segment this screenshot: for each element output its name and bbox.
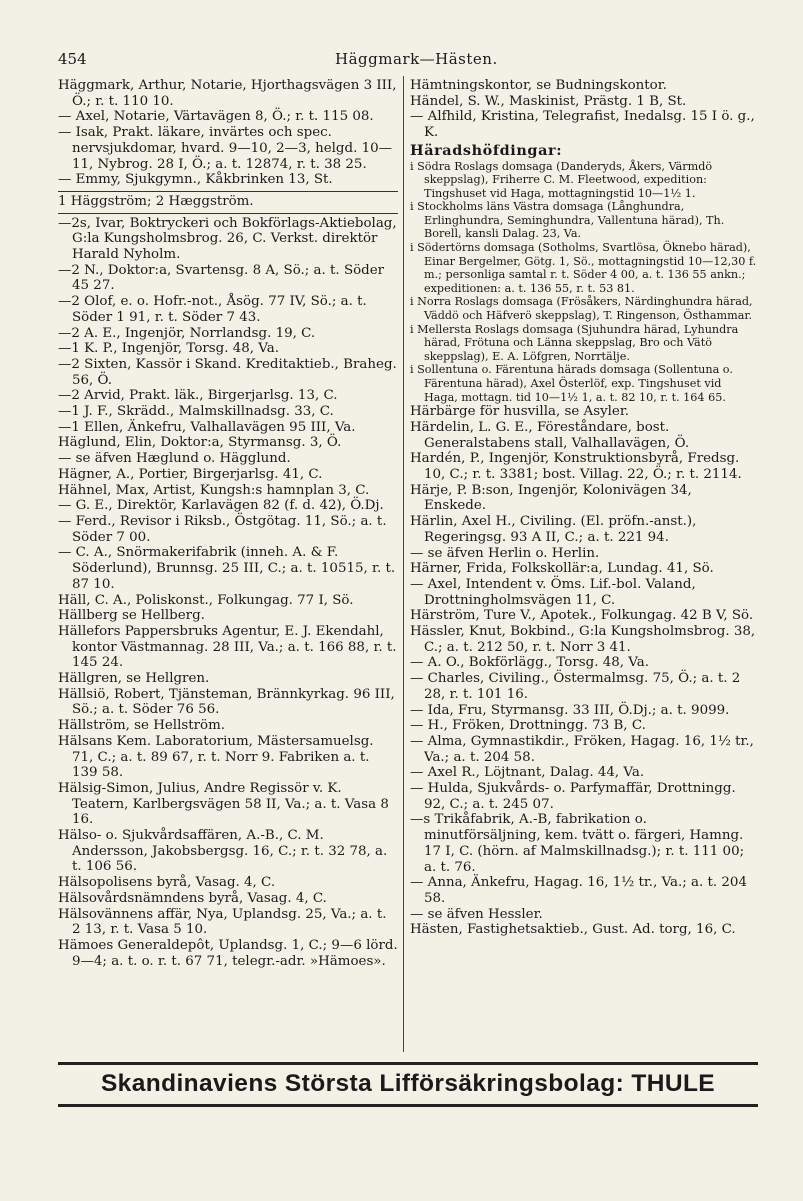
- directory-entry: Härström, Ture V., Apotek., Folkungag. 42 B V, Sö.: [410, 608, 754, 624]
- ad-top-rule: [58, 1062, 758, 1065]
- directory-entry: —s Trikåfabrik, A.-B, fabrikation o. minutförsäljning, kem. tvätt o. färgeri, Hamng. 17 I, C. (hörn. af Malmskillnadsg.); r. t. 111 00; a. t. 76.: [410, 812, 745, 875]
- directory-entry: — se äfven Herlin o. Herlin.: [410, 545, 600, 561]
- left-column: [58, 78, 398, 969]
- directory-entry: — Axel, Intendent v. Öms. Lif.-bol. Valand, Drottningholmsvägen 11, C.: [410, 576, 696, 608]
- directory-entry: i Södertörns domsaga (Sotholms, Svartlösa, Öknebo härad), Einar Bergelmer, Götg. 1, Sö., mottagningstid 10—12,30 f. m.; personliga samtal r. t. Söder 4 00, a. t. 136 55 ankn.; expeditionen: a. t. 136 55, r. t. 53 81.: [410, 241, 757, 295]
- directory-entry: Hälsovårdsnämndens byrå, Vasag. 4, C.: [58, 890, 327, 906]
- directory-entry: i Norra Roslags domsaga (Frösåkers, Närdinghundra härad, Väddö och Häfverö skeppslag), T. Ringenson, Östhammar.: [410, 295, 753, 323]
- directory-entry: — Axel, Notarie, Värtavägen 8, Ö.; r. t. 115 08.: [58, 109, 374, 125]
- directory-entry: 1 Häggström; 2 Hæggström.: [58, 193, 254, 209]
- section-heading: Häradshöfdingar:: [410, 141, 563, 159]
- directory-entry: Hähnel, Max, Artist, Kungsh:s hamnplan 3, C.: [58, 482, 370, 498]
- directory-entry: — Ferd., Revisor i Riksb., Östgötag. 11, Sö.; a. t. Söder 7 00.: [58, 513, 387, 545]
- directory-entry: i Stockholms läns Västra domsaga (Långhundra, Erlinghundra, Seminghundra, Vallentuna härad), Th. Borell, kansli Dalag. 23, Va.: [410, 200, 725, 241]
- directory-entry: — Isak, Prakt. läkare, invärtes och spec. nervsjukdomar, hvard. 9—10, 2—3, helgd. 10—11, Nybrog. 28 I, Ö.; a. t. 12874, r. t. 38 25.: [58, 125, 393, 172]
- directory-entry: i Sollentuna o. Färentuna härads domsaga (Sollentuna o. Färentuna härad), Axel Österlöf, exp. Tingshuset vid Haga, mottagn. tid 10—1½ 1, a. t. 82 10, r. t. 164 65.: [410, 363, 733, 404]
- directory-entry: Härje, P. B:son, Ingenjör, Kolonivägen 34, Enskede.: [410, 482, 692, 514]
- directory-entry: — Charles, Civiling., Östermalmsg. 75, Ö.; a. t. 2 28, r. t. 101 16.: [410, 671, 741, 702]
- directory-entry: Hällsiö, Robert, Tjänsteman, Brännkyrkag. 96 III, Sö.; a. t. Söder 76 56.: [58, 686, 395, 718]
- directory-entry: — H., Fröken, Drottningg. 73 B, C.: [410, 718, 646, 734]
- advertisement-banner: Skandinaviens Största Lifförsäkringsbolag: THULE: [100, 1070, 716, 1097]
- directory-entry: — Hulda, Sjukvårds- o. Parfymaffär, Drottningg. 92, C.; a. t. 245 07.: [410, 781, 736, 812]
- directory-entry: Hälso- o. Sjukvårdsaffären, A.-B., C. M. Andersson, Jakobsbergsg. 16, C.; r. t. 32 78, a. t. 106 56.: [58, 828, 388, 875]
- directory-entry: —2 Arvid, Prakt. läk., Birgerjarlsg. 13, C.: [58, 388, 338, 404]
- directory-entry: —2 Olof, e. o. Hofr.-not., Åsög. 77 IV, Sö.; a. t. Söder 1 91, r. t. Söder 7 43.: [58, 294, 367, 325]
- section-rule: [58, 191, 398, 192]
- directory-entry: — Anna, Änkefru, Hagag. 16, 1½ tr., Va.; a. t. 204 58.: [410, 875, 747, 906]
- directory-entry: Hälsovännens affär, Nya, Uplandsg. 25, Va.; a. t. 2 13, r. t. Vasa 5 10.: [58, 906, 387, 938]
- directory-entry: Hälsopolisens byrå, Vasag. 4, C.: [58, 875, 276, 891]
- directory-entry: Hämtningskontor, se Budningskontor.: [410, 78, 667, 93]
- ad-bottom-rule: [58, 1104, 758, 1107]
- directory-entry: Hästen, Fastighetsaktieb., Gust. Ad. torg, 16, C.: [410, 922, 736, 938]
- right-column: [410, 78, 758, 938]
- directory-entry: — Axel R., Löjtnant, Dalag. 44, Va.: [410, 765, 645, 781]
- directory-entry: Häll, C. A., Poliskonst., Folkungag. 77 I, Sö.: [58, 592, 354, 608]
- directory-entry: Härner, Frida, Folkskollär:a, Lundag. 41, Sö.: [410, 561, 714, 577]
- directory-entry: Hässler, Knut, Bokbind., G:la Kungsholmsbrog. 38, C.; a. t. 212 50, r. t. Norr 3 41.: [410, 624, 756, 655]
- directory-entry: Hägner, A., Portier, Birgerjarlsg. 41, C.: [58, 466, 323, 482]
- directory-entry: Härdelin, L. G. E., Föreståndare, bost. Generalstabens stall, Valhallavägen, Ö.: [410, 419, 690, 451]
- directory-entry: i Södra Roslags domsaga (Danderyds, Åkers, Värmdö skeppslag), Friherre C. M. Fleetwood, expedition: Tingshuset vid Haga, mottagningstid 10—1½ 1.: [410, 159, 713, 200]
- directory-entry: —2 N., Doktor:a, Svartensg. 8 A, Sö.; a. t. Söder 45 27.: [58, 262, 385, 294]
- directory-entry: Hällström, se Hellström.: [58, 718, 226, 734]
- page-number: 454: [58, 50, 87, 68]
- directory-entry: Hällberg se Hellberg.: [58, 608, 205, 624]
- directory-entry: Häglund, Elin, Doktor:a, Styrmansg. 3, Ö.: [58, 435, 342, 451]
- directory-entry: —1 Ellen, Änkefru, Valhallavägen 95 III, Va.: [58, 419, 356, 435]
- directory-entry: Häggmark, Arthur, Notarie, Hjorthagsvägen 3 III, Ö.; r. t. 110 10.: [58, 78, 397, 109]
- directory-entry: — Alma, Gymnastikdir., Fröken, Hagag. 16, 1½ tr., Va.; a. t. 204 58.: [410, 733, 754, 765]
- directory-entry: Händel, S. W., Maskinist, Prästg. 1 B, St.: [410, 93, 687, 109]
- running-head: Häggmark—Hästen.: [335, 50, 498, 68]
- directory-entry: Härbärge för husvilla, se Asyler.: [410, 404, 630, 420]
- directory-entry: —1 K. P., Ingenjör, Torsg. 48, Va.: [58, 341, 279, 357]
- directory-entry: —2 Sixten, Kassör i Skand. Kreditaktieb., Braheg. 56, Ö.: [58, 356, 397, 388]
- directory-entry: —1 J. F., Skrädd., Malmskillnadsg. 33, C.: [58, 404, 334, 420]
- directory-entry: — C. A., Snörmakerifabrik (inneh. A. & F. Söderlund), Brunnsg. 25 III, C.; a. t. 10515, r. t. 87 10.: [58, 545, 396, 592]
- directory-entry: Hälsans Kem. Laboratorium, Mästersamuelsg. 71, C.; a. t. 89 67, r. t. Norr 9. Fabriken a. t. 139 58.: [58, 733, 374, 781]
- directory-entry: — Alfhild, Kristina, Telegrafist, Inedalsg. 15 I ö. g., K.: [410, 109, 755, 141]
- directory-entry: Hällefors Pappersbruks Agentur, E. J. Ekendahl, kontor Västmannag. 28 III, Va.; a. t. 166 88, r. t. 145 24.: [58, 623, 397, 671]
- directory-entry: —2 A. E., Ingenjör, Norrlandsg. 19, C.: [58, 325, 316, 341]
- directory-entry: — G. E., Direktör, Karlavägen 82 (f. d. 42), Ö.Dj.: [58, 498, 384, 514]
- directory-entry: i Mellersta Roslags domsaga (Sjuhundra härad, Lyhundra härad, Frötuna och Länna skeppslag, Bro och Vätö skeppslag), E. A. Löfgren, Norrtälje.: [410, 322, 739, 363]
- directory-entry: Hämoes Generaldepôt, Uplandsg. 1, C.; 9—6 lörd. 9—4; a. t. o. r. t. 67 71, telegr.-adr. »Hämoes».: [58, 937, 398, 969]
- directory-entry: — A. O., Bokförlägg., Torsg. 48, Va.: [410, 655, 649, 671]
- directory-entry: Hälsig-Simon, Julius, Andre Regissör v. K. Teatern, Karlbergsvägen 58 II, Va.; a. t. Vasa 8 16.: [58, 780, 389, 828]
- directory-entry: — se äfven Hæglund o. Hägglund.: [58, 451, 291, 467]
- directory-entry: —2s, Ivar, Boktryckeri och Bokförlags-Aktiebolag, G:la Kungsholmsbrog. 26, C. Verkst. direktör Harald Nyholm.: [58, 215, 397, 263]
- directory-entry: — Ida, Fru, Styrmansg. 33 III, Ö.Dj.; a. t. 9099.: [410, 702, 730, 718]
- directory-entry: — Emmy, Sjukgymn., Kåkbrinken 13, St.: [58, 172, 333, 188]
- directory-entry: Härlin, Axel H., Civiling. (El. pröfn.-anst.), Regeringsg. 93 A II, C.; a. t. 221 94.: [410, 514, 697, 545]
- section-rule: [58, 213, 398, 214]
- directory-entry: Hällgren, se Hellgren.: [58, 671, 210, 687]
- directory-entry: Hardén, P., Ingenjör, Konstruktionsbyrå, Fredsg. 10, C.; r. t. 3381; bost. Villag. 22, Ö.; r. t. 2114.: [410, 451, 742, 483]
- directory-entry: — se äfven Hessler.: [410, 906, 543, 922]
- column-divider: [403, 76, 404, 1052]
